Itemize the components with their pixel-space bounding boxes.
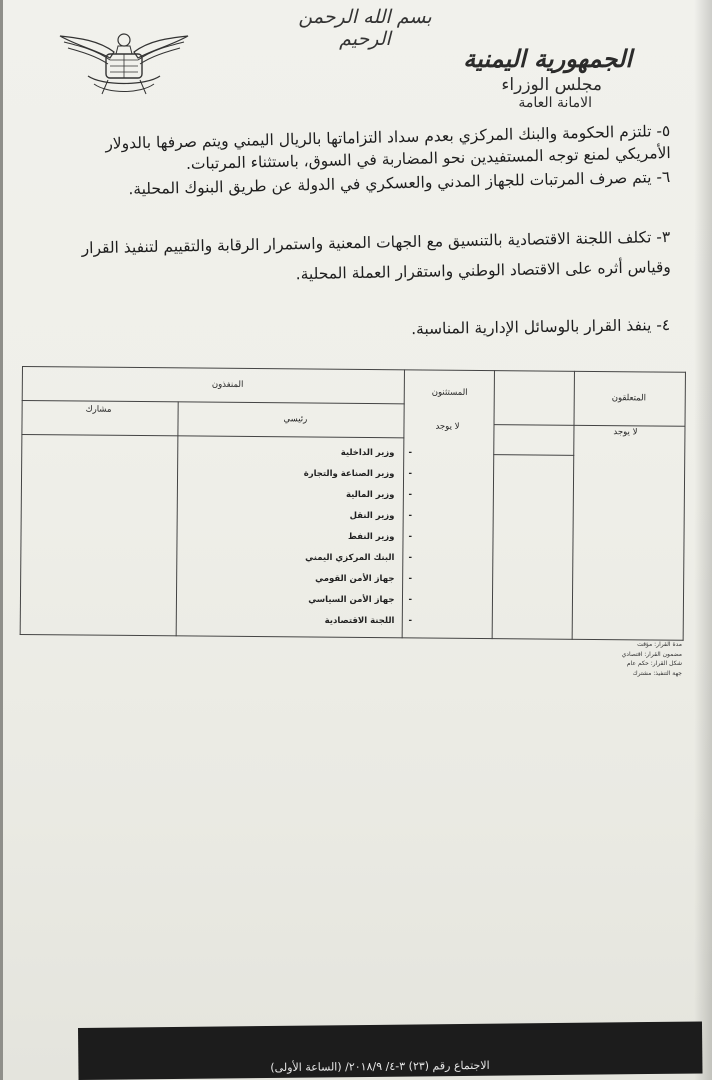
- note-content: مضمون القرار: اقتصادي: [621, 650, 682, 658]
- council-title: مجلس الوزراء: [501, 75, 602, 95]
- decision-notes: [598, 640, 682, 678]
- executor-item: -وزير المالية: [346, 490, 412, 500]
- page-shadow: [694, 0, 712, 1080]
- executor-item: -البنك المركزي اليمني: [305, 553, 412, 563]
- table-row-line-excluded: [493, 454, 574, 456]
- basmala-heading: بسم الله الرحمن الرحيم: [298, 6, 432, 50]
- secretariat-title: الامانة العامة: [518, 95, 592, 111]
- executor-item: -وزير الصناعة والتجارة: [303, 469, 412, 479]
- clause-3-line-2: وقياس أثره على الاقتصاد الوطني واستقرار العملة المحلية.: [295, 257, 671, 284]
- table-header-underline-right: [494, 424, 686, 427]
- executor-item: -وزير النقل: [349, 511, 412, 521]
- table-border-top: [22, 366, 686, 373]
- letterhead: [432, 44, 632, 111]
- executor-item: -وزير الداخلية: [340, 448, 412, 458]
- clause-3: [30, 226, 671, 290]
- meeting-reference: الاجتماع رقم (٢٣) ٣-٤/ ٢٠١٨/٩/ (الساعة الأولى): [270, 1058, 490, 1075]
- table-divider-excluded: [492, 370, 495, 639]
- table-subheader-underline: [21, 434, 404, 438]
- table-header-underline-executors: [22, 400, 405, 404]
- note-form: شكل القرار: حكم عام: [626, 660, 682, 667]
- header-concerned: المتعلقون: [611, 393, 647, 404]
- cell-concerned-none: لا يوجد: [613, 427, 638, 438]
- table-border-left: [20, 366, 23, 635]
- table-divider-concerned: [572, 371, 575, 640]
- subheader-main: رئيسي: [283, 414, 308, 425]
- subheader-participant: مشارك: [85, 404, 112, 415]
- note-party: جهة التنفيذ: مشترك: [632, 669, 682, 677]
- table-divider-sub: [176, 401, 179, 636]
- table-border-right: [683, 372, 686, 641]
- header-executors: المنفذون: [211, 379, 244, 390]
- executor-item: -جهاز الأمن القومي: [315, 574, 412, 584]
- clause-5-line-1: ٥- تلتزم الحكومة والبنك المركزي بعدم سداد التزاماتها بالريال اليمني ويتم صرفها بالدولار: [105, 121, 671, 153]
- republic-title: الجمهورية اليمنية: [463, 44, 632, 73]
- page-edge: [0, 0, 3, 1080]
- clause-5-line-2: الأمريكي لمنع توجه المستفيدين نحو المضاربة في السوق، باستثناء المرتبات.: [185, 143, 671, 173]
- clause-6: ٦- يتم صرف المرتبات للجهاز المدني والعسكري في الدولة عن طريق البنوك المحلية.: [128, 167, 671, 199]
- clause-4: ٤- ينفذ القرار بالوسائل الإدارية المناسبة.: [411, 315, 671, 339]
- note-duration: مدة القرار: مؤقت: [637, 641, 682, 648]
- executor-item: -اللجنة الاقتصادية: [324, 616, 412, 626]
- clause-3-line-1: ٣- تكلف اللجنة الاقتصادية بالتنسيق مع الجهات المعنية واستمرار الرقابة والتقييم لتنفيذ القرار: [81, 227, 671, 258]
- executor-item: -وزير النفط: [348, 532, 412, 542]
- header-excluded: المستثنون: [431, 387, 468, 398]
- table-border-bottom: [20, 634, 684, 641]
- yemen-eagle-emblem-icon: [58, 24, 190, 100]
- cell-excluded-none: لا يوجد: [435, 421, 460, 432]
- executor-item: -جهاز الأمن السياسي: [308, 595, 412, 605]
